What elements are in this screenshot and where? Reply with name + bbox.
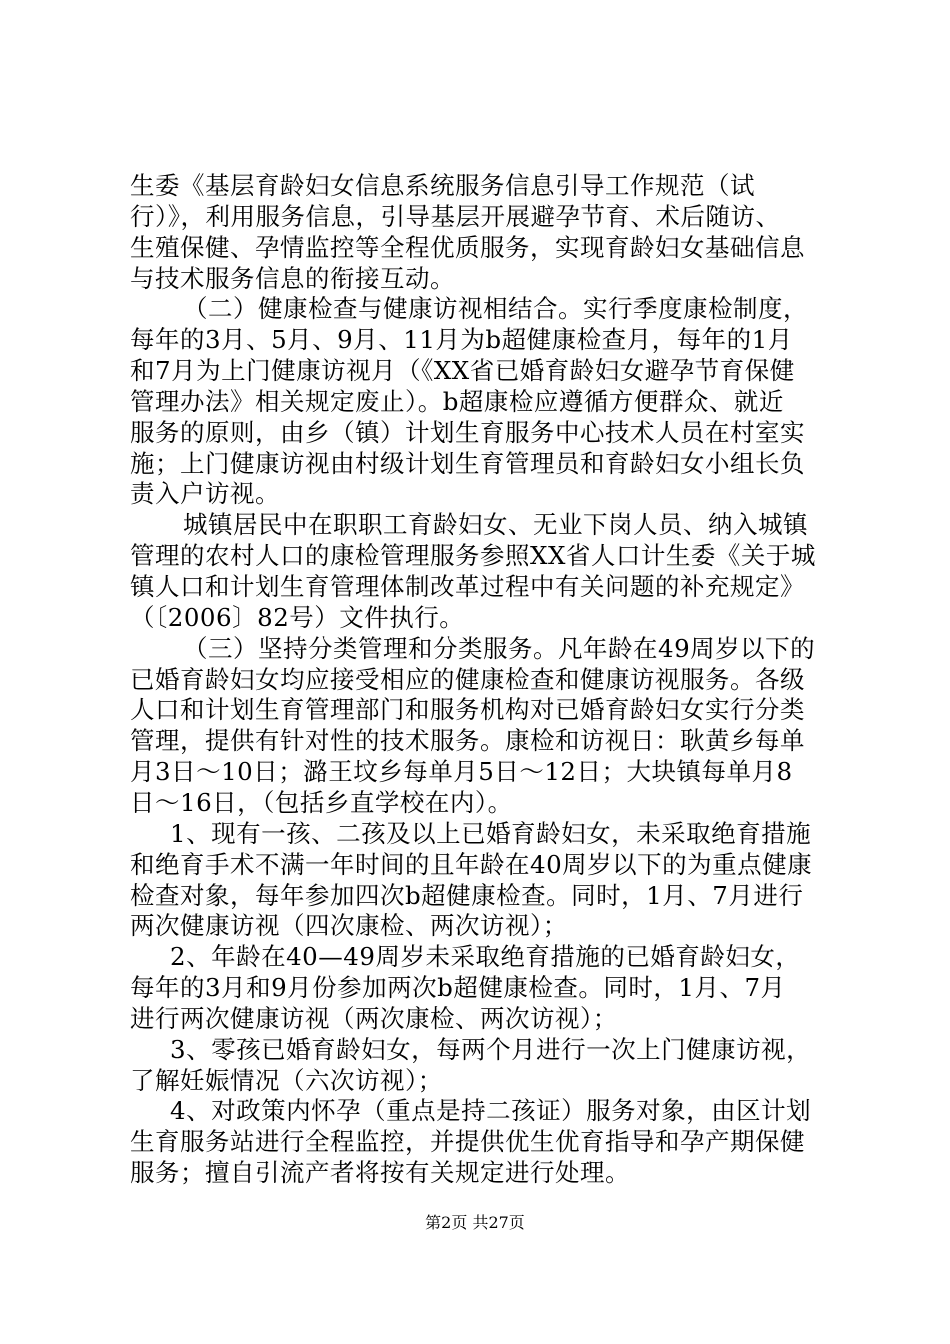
text-line: 2、年龄在40—49周岁未采取绝育措施的已婚育龄妇女， (170, 942, 801, 972)
text-line: 城镇居民中在职职工育龄妇女、无业下岗人员、纳入城镇 (183, 510, 808, 540)
text-line: 服务的原则，由乡（镇）计划生育服务中心技术人员在村室实 (130, 417, 805, 447)
text-line: 月3日～10日；潞王坟乡每单月5日～12日；大块镇每单月8 (130, 757, 793, 787)
text-line: 日～16日，（包括乡直学校在内）。 (130, 787, 513, 817)
text-line: 进行两次健康访视（两次康检、两次访视）； (130, 1003, 618, 1033)
text-line: 生委《基层育龄妇女信息系统服务信息引导工作规范（试 (130, 171, 755, 200)
text-line: 3、零孩已婚育龄妇女，每两个月进行一次上门健康访视， (170, 1034, 812, 1064)
text-line: 人口和计划生育管理部门和服务机构对已婚育龄妇女实行分类 (130, 695, 805, 725)
text-line: 每年的3月、5月、9月、11月为b超健康检查月，每年的1月 (130, 325, 793, 355)
text-line: 和7月为上门健康访视月（《XX省已婚育龄妇女避孕节育保健 (130, 356, 795, 386)
text-line: （二）健康检查与健康访视相结合。实行季度康检制度， (183, 294, 808, 324)
text-line: 和绝育手术不满一年时间的且年龄在40周岁以下的为重点健康 (130, 849, 813, 879)
text-line: 施；上门健康访视由村级计划生育管理员和育龄妇女小组长负 (130, 448, 805, 478)
text-line: 与技术服务信息的衔接互动。 (130, 263, 455, 293)
text-line: 生殖保健、孕情监控等全程优质服务，实现育龄妇女基础信息 (130, 232, 805, 262)
text-line: 管理，提供有针对性的技术服务。康检和访视日：耿黄乡每单 (130, 726, 805, 756)
page-number: 第2页 共27页 (425, 1213, 525, 1232)
text-line: 行）》，利用服务信息，引导基层开展避孕节育、术后随访、 (130, 201, 781, 231)
text-line: （三）坚持分类管理和分类服务。凡年龄在49周岁以下的 (183, 633, 816, 663)
text-line: 责入户访视。 (130, 479, 280, 509)
text-line: 4、对政策内怀孕（重点是持二孩证）服务对象，由区计划 (170, 1096, 812, 1126)
text-line: 了解妊娠情况（六次访视）； (130, 1065, 443, 1095)
text-line: 两次健康访视（四次康检、两次访视）； (130, 911, 568, 941)
text-line: 生育服务站进行全程监控，并提供优生优育指导和孕产期保健 (130, 1127, 805, 1157)
text-line: 1、现有一孩、二孩及以上已婚育龄妇女，未采取绝育措施 (170, 818, 812, 848)
text-line: 管理的农村人口的康检管理服务参照XX省人口计生委《关于城 (130, 541, 816, 571)
text-line: 镇人口和计划生育管理体制改革过程中有关问题的补充规定》 (130, 572, 805, 602)
text-line: 服务；擅自引流产者将按有关规定进行处理。 (130, 1158, 630, 1188)
text-line: 每年的3月和9月份参加两次b超健康检查。同时，1月、7月 (130, 973, 786, 1003)
text-line: 检查对象，每年参加四次b超健康检查。同时，1月、7月进行 (130, 880, 804, 910)
text-line: （〔2006〕82号）文件执行。 (130, 602, 465, 632)
text-line: 已婚育龄妇女均应接受相应的健康检查和健康访视服务。各级 (130, 664, 805, 694)
text-line: 管理办法》相关规定废止）。b超康检应遵循方便群众、就近 (130, 386, 784, 416)
